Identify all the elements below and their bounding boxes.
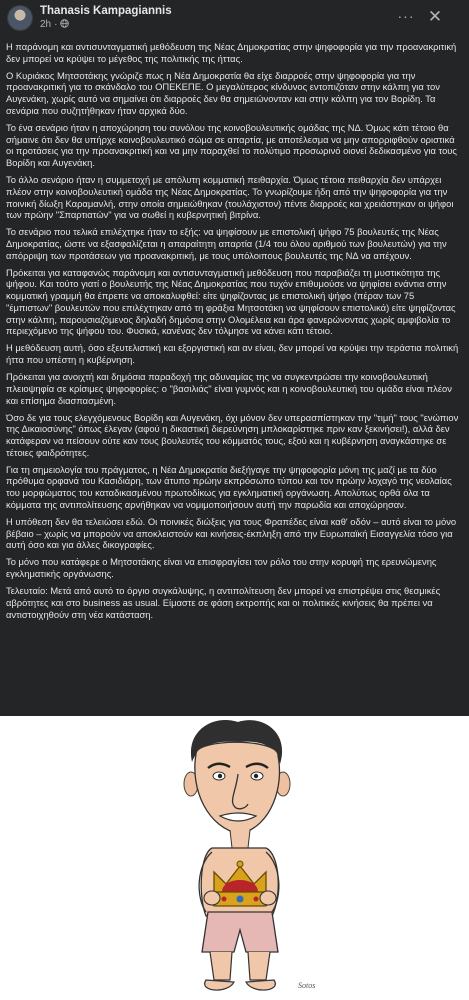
post-paragraph: Τελευταίο: Μετά από αυτό το όργιο συγκάλυψης, η αντιπολίτευση δεν μπορεί να επιστρέψει στις θεσμικές αβρότητες και στο business as usual. Είμαστε σε φάση εκτροπής και οι πολιτικές κινήσεις θα πρέπει να αντιστοιχηθούν στη νέα κατάσταση.	[6, 585, 441, 620]
close-button[interactable]	[426, 8, 444, 26]
post-author-name[interactable]: Thanasis Kampagiannis	[40, 5, 172, 17]
avatar[interactable]	[7, 5, 33, 31]
post-image-cartoon[interactable]	[0, 716, 469, 1000]
post-paragraph: Η υπόθεση δεν θα τελειώσει εδώ. Οι ποινικές διώξεις για τους Φραπέδες είναι καθ' οδόν – αυτό είναι το μόνο βέβαιο – χωρίς να μπορούν να αποκλειστούν και κινήσεις-έκπληξη από την Ευρωπαϊκή Εισαγγελία τόσο για αυτή όσο και για άλλες δικογραφίες.	[6, 515, 457, 551]
post-paragraph: Το σενάριο που τελικά επιλέχτηκε ήταν το εξής: να ψηφίσουν με επιστολική ψήφο 75 βουλευτές της Νέας Δημοκρατίας, ώστε να εξασφαλίζεται η απαραίτητη απαρτία (1/4 του όλου αριθμού των βουλευτών) για την απόρριψη των προτάσεων για προανακριτική, με τους υπόλοιπους βουλευτές της ΝΔ να απέχουν.	[6, 226, 447, 261]
close-icon: ✕	[427, 7, 443, 26]
post-timestamp[interactable]: 2h	[40, 19, 52, 30]
meta-separator: ·	[54, 19, 58, 30]
post-paragraph: Πρόκειται για ανοιχτή και δημόσια παραδοχή της αδυναμίας της να συγκεντρώσει την κοινοβουλευτική πλειοψηφία σε κρίσιμες ψηφοφορίες: ο "βασιλιάς" είναι γυμνός και η κοινοβουλευτική του ομάδα είναι πλέον και επίσημα διασπασμένη.	[6, 371, 452, 406]
artist-signature: Sotos	[298, 981, 316, 990]
more-options-button[interactable]	[395, 9, 417, 25]
caricature-illustration	[0, 716, 469, 1000]
post-paragraph: Η παράνομη και αντισυνταγματική μεθόδευση της Νέας Δημοκρατίας στην ψηφοφορία για την προανακριτική δεν μπορεί να κρύψει το μέγεθος της πολιτικής της ήττας.	[6, 41, 457, 64]
globe-icon	[60, 19, 69, 28]
post-body-text	[6, 41, 462, 625]
more-horizontal-icon: ···	[397, 8, 415, 24]
post-paragraph: Το άλλο σενάριο ήταν η συμμετοχή με απόλυτη κομματική πειθαρχία. Όμως τέτοια πειθαρχία δεν υπάρχει πλέον στην κοινοβουλευτική ομάδα της Νέας Δημοκρατίας. Το γνωρίζουμε ήδη από την ψηφοφορία για την ποινική δίωξη Καραμανλή, στην οποία σημειώθηκαν (τουλάχιστον) πέντε διαρροές και χρειάστηκαν οι ψήφοι των πρώην "Σπαρτιατών" για να σωθεί η κυβερνητική βιτρίνα.	[6, 174, 454, 221]
post-header	[0, 0, 469, 36]
post-paragraph: Η μεθόδευση αυτή, όσο εξευτελιστική και εξοργιστική και αν είναι, δεν μπορεί να κρύψει την τεράστια πολιτική ήττα που υπέστη η κυβέρνηση.	[6, 342, 459, 366]
post-paragraph: Το μόνο που κατάφερε ο Μητσοτάκης είναι να επισφραγίσει τον ρόλο του στην κορυφή της ερευνώμενης εγκληματικής οργάνωσης.	[6, 556, 437, 580]
post-paragraph: Για τη σημειολογία του πράγματος, η Νέα Δημοκρατία διεξήγαγε την ψηφοφορία μόνη της μαζί με τα δύο πρόθυμα ορφανά του Κασιδιάρη, των άτυπο πρώην εκπρόσωπο τύπου και τον πρώην λοχαγό της νεολαίας του μορφώματος του καταδικασμένου πρωτοδίκως για εγκληματική οργάνωση. Απολύτως ορθά όλα τα κόμματα της αντιπολίτευσης αρνήθηκαν να νομιμοποιήσουν αυτή την παρωδία και αποχώρησαν.	[6, 463, 452, 510]
post-paragraph: Όσο δε για τους ελεγχόμενους Βορίδη και Αυγενάκη, όχι μόνον δεν υπερασπίστηκαν την "τιμή" τους "ενώπιον της Δικαιοσύνης" όπως έλεγαν (αφού η δικαστική διερεύνηση μπλοκαρίστηκε πριν καν ξεκινήσει!), αλλά δεν κατάφεραν να πείσουν ούτε καν τους βουλευτές του κόμματός τους, εξού και η κυβέρνηση αναγκάστηκε σε τέτοιες φαιδρότητες.	[6, 411, 459, 458]
post-paragraph: Το ένα σενάριο ήταν η αποχώρηση του συνόλου της κοινοβουλευτικής ομάδας της ΝΔ. Όμως κάτι τέτοιο θα σήμαινε ότι δεν θα υπήρχε κοινοβουλευτικό σώμα σε απαρτία, με αποτέλεσμα να μην απορριφθούν οριστικά οι προτάσεις για την προανακριτική και να μην παραχθεί το πολύτιμο προσωρινό οιονεί δεδικασμένο για τους Βορίδη και Αυγενάκη.	[6, 121, 457, 169]
post-paragraph: Πρόκειται για καταφανώς παράνομη και αντισυνταγματική μεθόδευση που παραβιάζει τη μυστικότητα της ψήφου. Και τούτο γιατί ο βουλευτής της Νέας Δημοκρατίας που τυχόν επιθυμούσε να ψηφίσει ενάντια στην κομματική γραμμή θα έπρεπε να αποκαλυφθεί: είτε ψηφίζοντας με επιστολική ψήφο (πέραν των 75 "έμπιστων" βουλευτών που επιλέχτηκαν από τη φράξια Μητσοτάκη να ψηφίσουν επιστολικά) είτε ψηφίζοντας στην κάλπη, παρουσιαζόμενος δηλαδή δημόσια στην Ολομέλεια και άρα φανερώνοντας χωρίς αμφιβολία το περιεχόμενο της ψήφου του. Φυσικά, κανένας δεν τόλμησε να κάνει κάτι τέτοιο.	[6, 266, 456, 337]
post-paragraph: Ο Κυριάκος Μητσοτάκης γνώριζε πως η Νέα Δημοκρατία θα είχε διαρροές στην ψηφοφορία για την προανακριτική για το σκάνδαλο του ΟΠΕΚΕΠΕ. Ο μεγαλύτερος κίνδυνος εντοπιζόταν στην κάλπη για τον Αυγενάκη, χωρίς αυτό να σημαίνει ότι διαρροές δεν θα σημειώνονταν και στην κάλπη για τον Βορίδη. Τα σενάρια που συζητήθηκαν ήταν αρχικά δύο.	[6, 69, 440, 116]
post-meta	[40, 19, 69, 30]
